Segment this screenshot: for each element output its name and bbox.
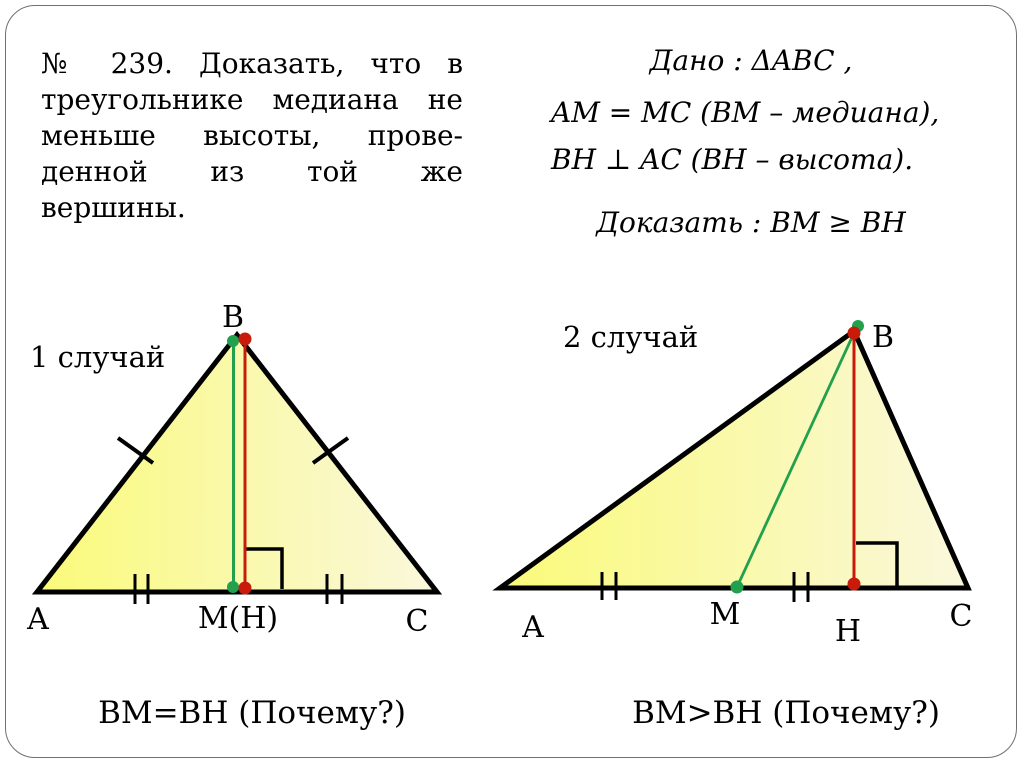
vertex-a-label: A	[27, 602, 49, 637]
vertex-b-label: B	[871, 320, 895, 355]
vertex-b-label: B	[221, 300, 245, 335]
problem-line: денной из той же	[41, 155, 463, 188]
height-foot-dot	[239, 582, 252, 595]
median-foot-dot	[227, 581, 239, 593]
problem-line: треугольнике медиана не	[41, 83, 463, 116]
median-foot-dot	[731, 581, 744, 594]
height-endpoint-dot	[848, 327, 861, 340]
height-foot-label: H	[834, 614, 862, 649]
problem-line: № 239. Доказать, что в	[41, 47, 463, 80]
vertex-a-label: A	[522, 610, 544, 645]
case1-conclusion: BM=BH (Почему?)	[98, 695, 406, 731]
problem-line: меньше высоты, прове-	[41, 119, 463, 152]
given-statement: Дано : ΔABC ,	[649, 44, 853, 77]
problem-line: вершины.	[41, 191, 186, 224]
case2-label: 2 случай	[563, 320, 699, 354]
height-foot-dot	[848, 578, 861, 591]
foot-mh-label: M(H)	[197, 601, 279, 636]
height-condition: BH ⊥ AC (BH – высота).	[551, 143, 914, 176]
vertex-c-label: C	[405, 604, 429, 639]
case2-diagram	[500, 320, 972, 649]
case1-label: 1 случай	[30, 340, 166, 374]
median-condition: AM = MC (BM – медиана),	[551, 96, 940, 129]
median-endpoint-dot	[227, 335, 239, 347]
case1-diagram	[26, 300, 437, 639]
vertex-c-label: C	[949, 599, 973, 634]
median-foot-label: M	[709, 597, 741, 632]
case2-conclusion: BM>BH (Почему?)	[632, 695, 940, 731]
prove-statement: Доказать : BM ≥ BH	[596, 206, 906, 239]
